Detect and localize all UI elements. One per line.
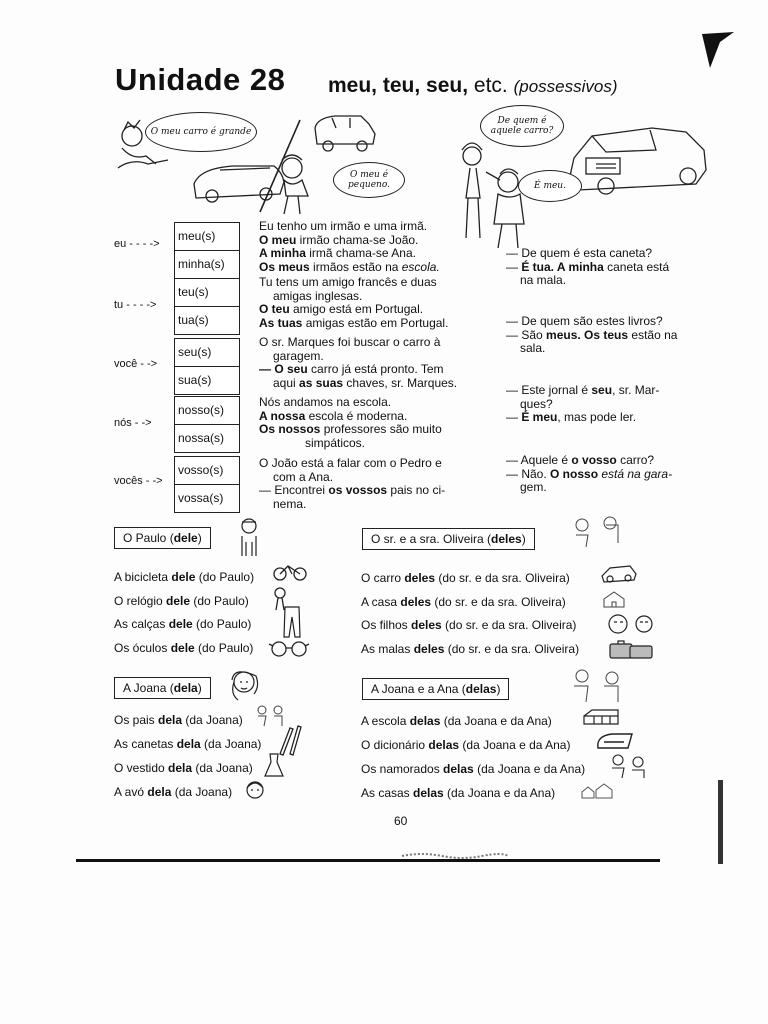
list-item: A avó dela (da Joana) — [114, 785, 233, 799]
pronoun-form: nossa(s) — [178, 431, 225, 445]
dialogue-line: ques? — [520, 396, 553, 411]
example-line: O teu amigo está em Portugal. — [259, 302, 424, 316]
example-line: garagem. — [273, 348, 324, 363]
school-icon — [580, 708, 622, 728]
list-item: As casas delas (da Joana e da Ana) — [361, 786, 556, 800]
dialogue-line: na mala. — [520, 273, 567, 287]
unit-subtitle — [328, 74, 618, 98]
list-item: O carro deles (do sr. e da sra. Oliveira) — [361, 571, 570, 585]
dress-icon — [262, 752, 286, 778]
example-line: O João está a falar com o Pedro e — [259, 456, 442, 470]
pronoun-label-nos: nós - -> — [114, 417, 152, 429]
dictionary-icon — [594, 730, 636, 754]
example-paragraph-nos — [259, 396, 477, 450]
pronoun-form: vossa(s) — [178, 491, 224, 505]
pronoun-form: seu(s) — [175, 339, 239, 367]
example-line: Os nossos professores são muito — [259, 422, 442, 436]
example-line: Nós andamos na escola. — [259, 395, 392, 409]
example-line: Tu tens um amigo francês e duas — [259, 275, 437, 289]
pronoun-form: tua(s) — [178, 313, 209, 327]
list-item: A escola delas (da Joana e da Ana) — [361, 714, 552, 728]
example-paragraph-tu — [259, 276, 477, 330]
example-paragraph-voce — [259, 336, 477, 390]
section-header-delas: A Joana e a Ana (delas) — [362, 678, 509, 700]
grandmother-icon — [242, 778, 268, 802]
house-icon — [600, 589, 630, 609]
example-paragraph-eu — [259, 220, 477, 274]
pronoun-form: vosso(s) — [175, 457, 239, 485]
list-item: Os filhos deles (do sr. e da sra. Oliveira) — [361, 618, 577, 632]
children-icon — [606, 612, 656, 638]
bicycle-icon — [272, 560, 308, 582]
example-line: A nossa escola é moderna. — [259, 408, 408, 423]
dialogue-line: — Este jornal é seu, sr. Mar- — [506, 383, 660, 397]
suitcases-icon — [608, 638, 656, 660]
dialogue-line: sala. — [520, 341, 546, 355]
section-header-dela: A Joana (dela) — [114, 677, 211, 699]
list-item: O vestido dela (da Joana) — [114, 761, 253, 775]
list-item: Os pais dela (da Joana) — [114, 713, 243, 727]
list-item: As malas deles (do sr. e da sra. Oliveira) — [361, 642, 580, 656]
scan-noise — [400, 850, 510, 860]
pronoun-form: nosso(s) — [175, 397, 239, 425]
speech-bubble-answer: É meu. — [518, 170, 582, 202]
dialogue-line: — Aquele é o vosso carro? — [506, 453, 655, 467]
pronoun-label-eu: eu - - - -> — [114, 238, 160, 250]
example-line: com a Ana. — [273, 469, 334, 484]
pronoun-form: meu(s) — [175, 223, 239, 251]
scan-edge-mark — [718, 780, 723, 864]
pronoun-box-eu — [174, 222, 240, 279]
example-paragraph-voces — [259, 457, 477, 511]
pronoun-box-nos — [174, 396, 240, 453]
list-item: Os namorados delas (da Joana e da Ana) — [361, 762, 586, 776]
list-item: As canetas dela (da Joana) — [114, 737, 262, 751]
houses-icon — [580, 780, 616, 802]
boyfriends-icon — [606, 752, 650, 780]
subtitle-main: meu, teu, seu, — [328, 74, 469, 97]
dialogue-1 — [506, 247, 696, 288]
example-line: Os meus irmãos estão na escola. — [259, 259, 440, 274]
example-line: — O seu carro já está pronto. Tem — [259, 362, 444, 376]
pronoun-form: teu(s) — [175, 279, 239, 307]
glasses-icon — [267, 638, 311, 658]
dialogue-4 — [506, 454, 696, 495]
example-line: Eu tenho um irmão e uma irmã. — [259, 219, 428, 233]
list-item: As calças dele (do Paulo) — [114, 617, 252, 631]
couple-icon — [566, 515, 630, 549]
speech-bubble-question: De quem é aquele carro? — [480, 105, 564, 147]
list-item: Os óculos dele (do Paulo) — [114, 641, 254, 655]
example-line: simpáticos. — [305, 435, 366, 450]
subtitle-etc: etc. — [473, 74, 508, 97]
example-line: As tuas amigas estão em Portugal. — [259, 315, 449, 330]
bottom-rule — [76, 859, 660, 862]
trousers-icon — [282, 605, 302, 639]
page-number: 60 — [394, 814, 408, 828]
list-item: A bicicleta dele (do Paulo) — [114, 570, 255, 584]
example-line: — Encontrei os vossos pais no ci- — [259, 483, 446, 497]
example-line: nema. — [273, 496, 307, 511]
unit-title: Unidade 28 — [115, 62, 286, 97]
two-girls-icon — [566, 666, 630, 704]
example-line: amigas inglesas. — [273, 288, 363, 303]
dialogue-line: — São meus. Os teus estão na — [506, 327, 678, 342]
dialogue-3 — [506, 384, 696, 425]
pronoun-label-voces: vocês - -> — [114, 475, 163, 487]
corner-mark-icon — [700, 30, 736, 70]
speech-bubble-middle: O meu é pequeno. — [333, 162, 405, 198]
example-line: aqui as suas chaves, sr. Marques. — [273, 375, 458, 390]
dialogue-line: gem. — [520, 480, 547, 494]
dialogue-line: — De quem são estes livros? — [506, 314, 663, 328]
pronoun-box-tu — [174, 278, 240, 335]
list-item: O dicionário delas (da Joana e da Ana) — [361, 738, 571, 752]
car-icon — [598, 562, 640, 584]
pronoun-box-voce — [174, 338, 240, 395]
example-line: A minha irmã chama-se Ana. — [259, 246, 416, 260]
dialogue-line: — É meu, mas pode ler. — [506, 410, 637, 424]
dialogue-line: — É tua. A minha caneta está — [506, 259, 670, 274]
girl-icon — [226, 664, 262, 706]
pronoun-form: sua(s) — [178, 373, 212, 387]
pronoun-label-tu: tu - - - -> — [114, 299, 157, 311]
example-line: O meu irmão chama-se João. — [259, 232, 419, 247]
pronoun-label-voce: você - -> — [114, 358, 158, 370]
dialogue-2 — [506, 315, 696, 356]
list-item: A casa deles (do sr. e da sra. Oliveira) — [361, 595, 566, 609]
example-line: O sr. Marques foi buscar o carro à — [259, 335, 441, 349]
section-header-deles: O sr. e a sra. Oliveira (deles) — [362, 528, 535, 550]
dialogue-line: — Não. O nosso está na gara- — [506, 466, 673, 481]
list-item: O relógio dele (do Paulo) — [114, 594, 249, 608]
boy-icon — [236, 514, 262, 558]
section-header-dele: O Paulo (dele) — [114, 527, 211, 549]
pronoun-box-voces — [174, 456, 240, 513]
speech-bubble-left: O meu carro é grande — [145, 112, 257, 152]
dialogue-line: — De quem é esta caneta? — [506, 246, 653, 260]
pronoun-form: minha(s) — [178, 257, 225, 271]
subtitle-paren: (possessivos) — [513, 77, 618, 96]
